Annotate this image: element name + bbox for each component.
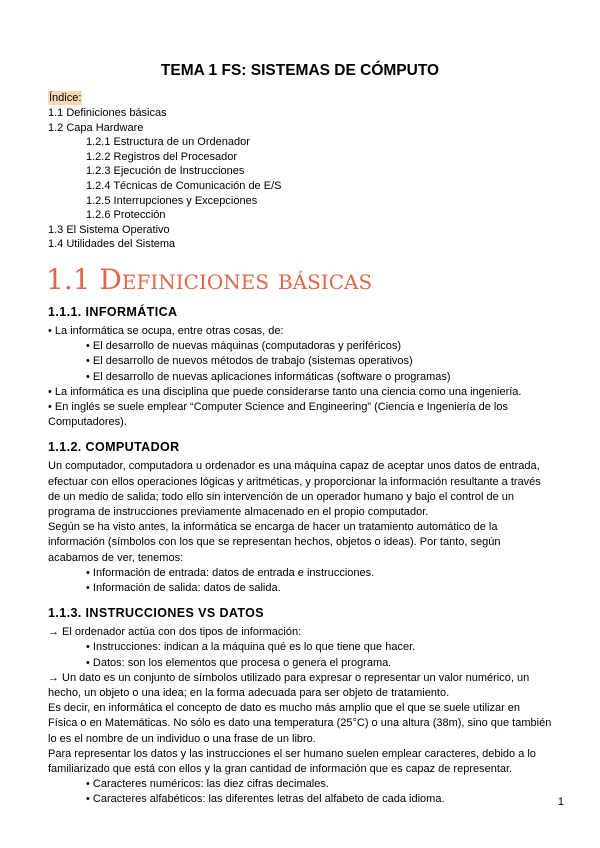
paragraph: → Un dato es un conjunto de símbolos utilizado para expresar o representar un valor numérico, un hecho, un objeto o una idea; en la forma adecuada para ser objeto de tratamiento. <box>48 671 530 699</box>
toc-item[interactable]: 1.2.4 Técnicas de Comunicación de E/S <box>86 179 282 192</box>
sub-bullet: • Caracteres numéricos: las diez cifras decimales. <box>86 778 329 791</box>
toc-item[interactable]: 1.2.3 Ejecución de Instrucciones <box>86 165 245 178</box>
section-heading: 1.1 Definiciones básicas <box>46 262 373 296</box>
paragraph: Para representar los datos y las instrucciones el ser humano suelen emplear caracteres, debido a lo familiarizado que está con ellos y la gran cantidad de información que es capaz de representar. <box>48 747 536 776</box>
sub-bullet: • El desarrollo de nuevas máquinas (computadoras y periféricos) <box>86 340 402 353</box>
page-number: 1 <box>557 796 564 808</box>
sub-bullet: • Instrucciones: indican a la máquina qué es lo que tiene que hacer. <box>86 641 416 654</box>
toc-item[interactable]: 1.2.2 Registros del Procesador <box>86 150 238 163</box>
toc-item[interactable]: 1.1 Definiciones básicas <box>48 107 167 119</box>
toc-item[interactable]: 1.4 Utilidades del Sistema <box>48 238 176 251</box>
subsection-heading-instrucciones: 1.1.3. INSTRUCCIONES VS DATOS <box>48 606 265 621</box>
sub-bullet: • Datos: son los elementos que procesa o genera el programa. <box>86 656 392 669</box>
subsection-heading-informatica: 1.1.1. INFORMÁTICA <box>48 304 178 319</box>
index-label: Índice: <box>49 92 82 104</box>
bullet: • La informática es una disciplina que puede considerarse tanto una ciencia como una ingeniería. <box>48 385 522 398</box>
sub-bullet: • El desarrollo de nuevos métodos de trabajo (sistemas operativos) <box>86 355 413 368</box>
sub-bullet: • Información de salida: datos de salida. <box>86 581 281 594</box>
sub-bullet: • Información de entrada: datos de entrada e instrucciones. <box>86 566 375 579</box>
toc-item[interactable]: 1.2.5 Interrupciones y Excepciones <box>86 194 258 207</box>
document-title: TEMA 1 FS: SISTEMAS DE CÓMPUTO <box>160 62 440 79</box>
bullet: • En inglés se suele emplear “Computer Science and Engineering” (Ciencia e Ingeniería de los Computadores). <box>48 400 508 429</box>
table-of-contents <box>48 106 552 252</box>
toc-item[interactable]: 1.2.1 Estructura de un Ordenador <box>86 136 250 149</box>
toc-item[interactable]: 1.2 Capa Hardware <box>48 121 144 134</box>
sub-bullet: • El desarrollo de nuevas aplicaciones informáticas (software o programas) <box>86 370 451 383</box>
paragraph: Un computador, computadora u ordenador es una máquina capaz de aceptar unos datos de entrada, efectuar con ellos operaciones lógicas y aritméticas, y proporcionar la información resultante a través de un medio de salida; todo ello sin intervención de un operador humano y bajo el control de un programa de instrucciones previamente almacenado en el propio computador. <box>48 460 541 518</box>
toc-item[interactable]: 1.3 El Sistema Operativo <box>48 223 170 236</box>
sub-bullet: • Caracteres alfabéticos: las diferentes letras del alfabeto de cada idioma. <box>86 793 445 806</box>
paragraph: Es decir, en informática el concepto de dato es mucho más amplio que el que se suele utilizar en Física o en Matemáticas. No sólo es dato una temperatura (25°C) o una altura (38m), sino que también lo es el nombre de un individuo o una frase de un libro. <box>48 702 552 745</box>
paragraph: Según se ha visto antes, la informática se encarga de hacer un tratamiento automático de la información (símbolos con los que se representan hechos, objetos o ideas). Por tanto, según acabamos de ver, tenemos: <box>48 521 501 564</box>
bullet: • La informática se ocupa, entre otras cosas, de: <box>48 324 284 337</box>
subsection-heading-computador: 1.1.2. COMPUTADOR <box>48 440 180 455</box>
toc-item[interactable]: 1.2.6 Protección <box>86 209 166 222</box>
paragraph: → El ordenador actúa con dos tipos de información: <box>48 626 302 639</box>
